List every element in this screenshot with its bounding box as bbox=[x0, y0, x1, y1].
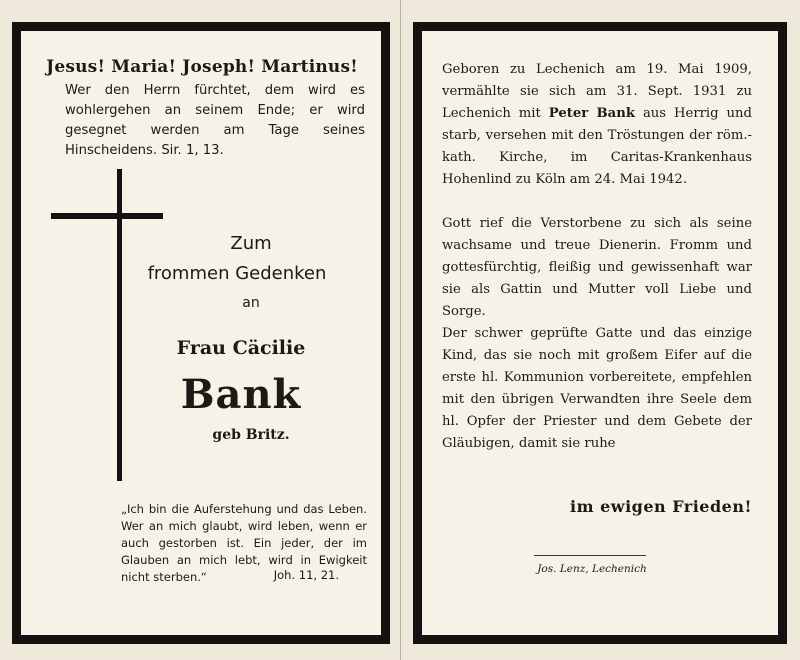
invocation-heading: Jesus! Maria! Joseph! Martinus! bbox=[46, 57, 358, 77]
husband-name: Peter Bank bbox=[548, 106, 635, 121]
mourning-border bbox=[413, 22, 787, 644]
memorial-card-back bbox=[400, 0, 800, 660]
scripture-reference: Sir. 1, 13. bbox=[161, 143, 224, 158]
gospel-reference: Joh. 11, 21. bbox=[273, 568, 339, 582]
printer-imprint: Jos. Lenz, Lechenich bbox=[537, 563, 647, 575]
dedication-line-1: Zum bbox=[230, 233, 272, 254]
cross-icon-bar bbox=[51, 213, 163, 219]
dedication-line-2: frommen Gedenken bbox=[147, 263, 327, 284]
deceased-surname: Bank bbox=[180, 371, 302, 418]
mourning-border bbox=[12, 22, 390, 644]
divider bbox=[534, 555, 646, 556]
scripture-text: Wer den Herrn fürchtet, dem wird es wohlergehen an seinem Ende; er wird gesegnet werden am Tage seines Hinscheidens. bbox=[65, 83, 365, 158]
maiden-name: geb Britz. bbox=[212, 427, 290, 443]
biography-paragraph bbox=[442, 59, 752, 191]
scripture-verse bbox=[65, 81, 365, 161]
biography-text-b: aus Herrig und starb, versehen mit den Tröstungen der röm.-kath. Kirche, im Caritas-Krankenhaus Hohenlind zu Köln am 24. Mai 1942. bbox=[442, 106, 752, 187]
dedication-line-3: an bbox=[242, 295, 260, 311]
deceased-first-name: Frau Cäcilie bbox=[176, 337, 306, 359]
closing-phrase: im ewigen Frieden! bbox=[570, 497, 752, 516]
character-paragraph: Gott rief die Verstorbene zu sich als seine wachsame und treue Dienerin. Fromm und gottesfürchtig, fleißig und gewissenhaft war sie als Gattin und Mutter voll Liebe und Sorge. bbox=[442, 216, 752, 319]
biography-text-a: Geboren zu Lechenich am 19. Mai 1909, vermählte sie sich am 31. Sept. 1931 zu Lechenich mit bbox=[442, 62, 752, 121]
gospel-quote: „Ich bin die Auferstehung und das Leben. Wer an mich glaubt, wird leben, wenn er auch gestorben ist. Ein jeder, der im Glauben an mich lebt, wird in Ewigkeit nicht sterben.“ bbox=[121, 502, 367, 584]
family-paragraph: Der schwer geprüfte Gatte und das einzige Kind, das sie noch mit großem Eifer auf die erste hl. Kommunion vorbereitete, empfehlen mit den übrigen Verwandten ihre Seele dem hl. Opfer der Priester und dem Gebete der Gläubigen, damit sie ruhe bbox=[442, 326, 752, 451]
